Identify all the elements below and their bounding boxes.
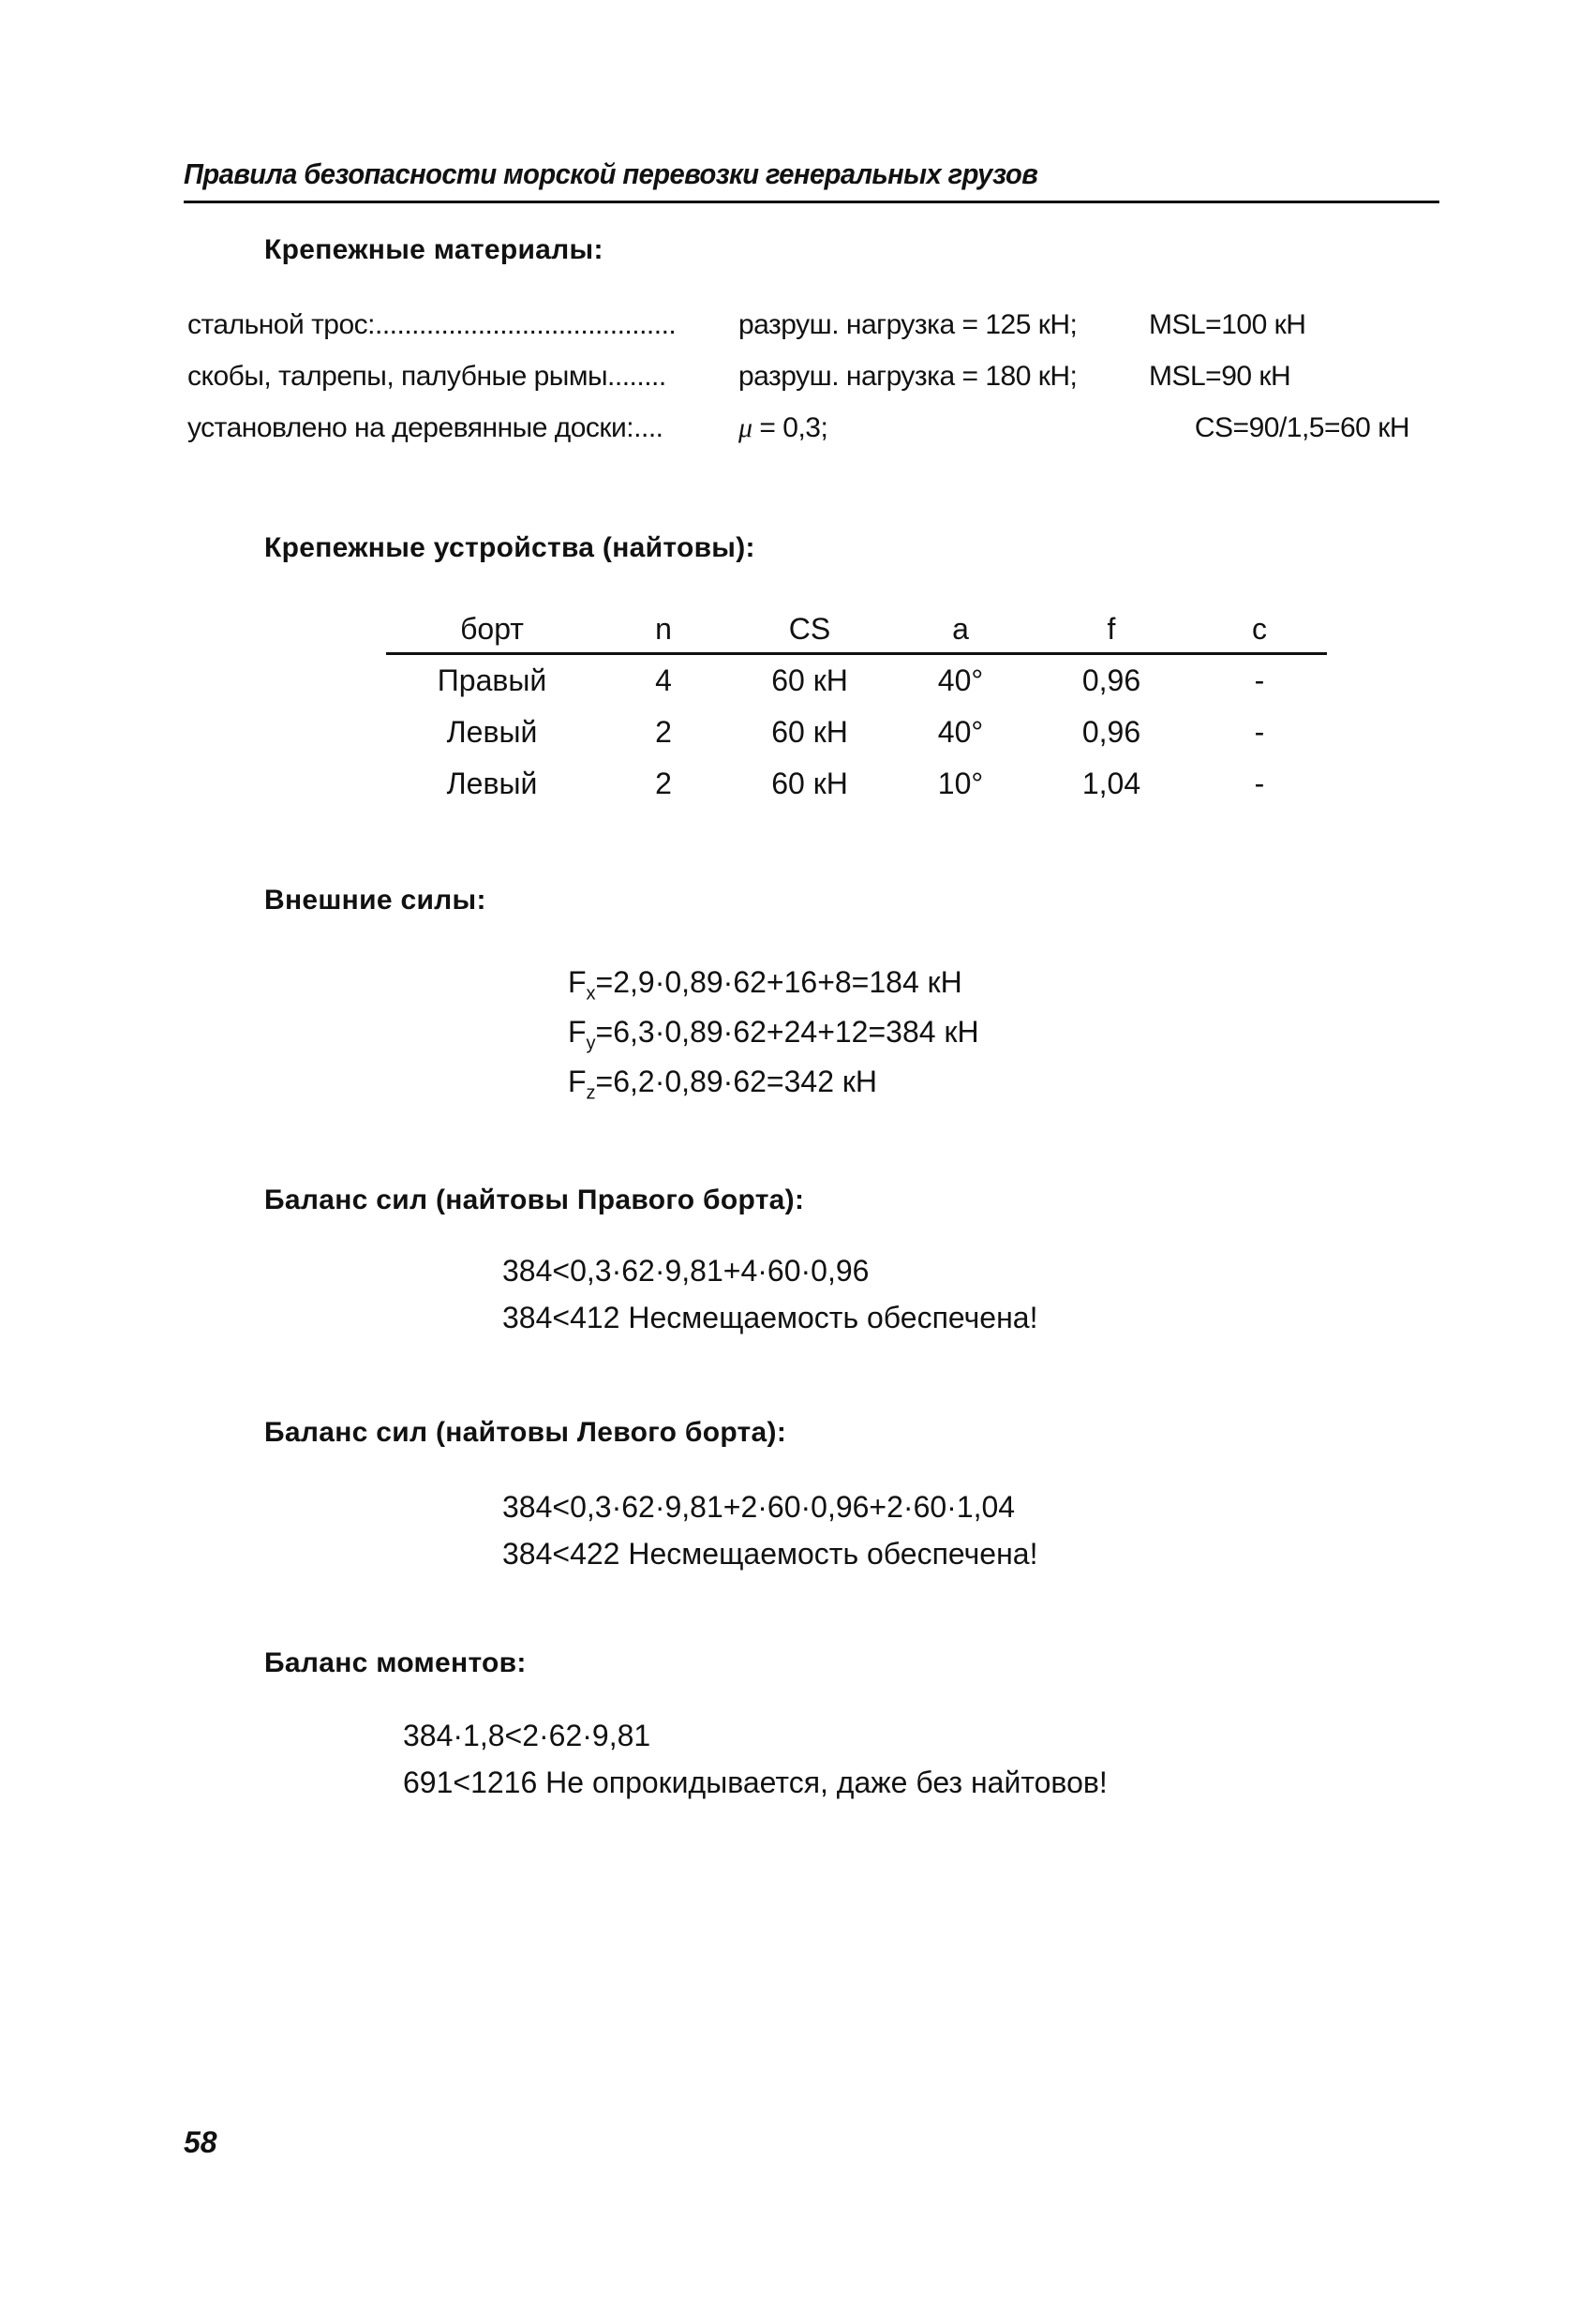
table-cell: Левый (446, 715, 538, 749)
table-row (386, 654, 1327, 708)
balance-left-title: Баланс сил (найтовы Левого борта): (264, 1417, 787, 1448)
calculated-strength: CS=90/1,5=60 кН (1194, 412, 1409, 443)
table-cell: 60 кН (771, 663, 848, 697)
external-forces-title: Внешние силы: (264, 885, 486, 916)
material-msl: MSL=100 кН (1149, 309, 1306, 340)
material-breaking-load: разруш. нагрузка = 125 кН; (738, 309, 1078, 340)
force-fy (568, 1015, 979, 1054)
moments-inequality: 384·1,8<2·62·9,81 (403, 1719, 651, 1752)
table-cell: 40° (937, 715, 984, 749)
column-header: CS (729, 605, 890, 654)
force-symbol: F (568, 1065, 587, 1098)
table-cell: 0,96 (1081, 715, 1141, 749)
column-header: n (598, 605, 729, 654)
materials-title: Крепежные материалы: (264, 234, 603, 265)
table-cell: 60 кН (771, 767, 848, 800)
force-subscript: y (586, 1033, 596, 1054)
table-cell: Левый (446, 767, 538, 800)
table-cell: 40° (937, 663, 984, 697)
column-header: c (1192, 605, 1327, 654)
material-name: скобы, талрепы, палубные рымы........ (187, 361, 666, 392)
column-header: борт (386, 605, 598, 654)
table-cell: Правый (437, 663, 547, 697)
table-cell: 1,04 (1081, 767, 1141, 800)
material-name: стальной трос:......................................... (187, 309, 677, 340)
table-cell: 0,96 (1081, 663, 1141, 697)
material-msl: MSL=90 кН (1149, 361, 1291, 392)
force-fz (568, 1065, 877, 1104)
running-header: Правила безопасности морской перевозки генеральных грузов (184, 157, 1038, 190)
table-cell: 4 (655, 663, 672, 697)
table-cell: 10° (937, 767, 984, 800)
force-expression: =6,3·0,89·62+24+12=384 кН (595, 1015, 979, 1049)
force-subscript: x (586, 983, 596, 1005)
material-name: установлено на деревянные доски:.... (187, 412, 663, 443)
balance-right-inequality: 384<0,3·62·9,81+4·60·0,96 (502, 1254, 870, 1288)
balance-left-result: 384<422 Несмещаемость обеспечена! (502, 1537, 1038, 1571)
table-cell: - (1254, 767, 1265, 800)
balance-left-inequality: 384<0,3·62·9,81+2·60·0,96+2·60·1,04 (502, 1490, 1016, 1524)
material-row-shackles (187, 361, 1443, 398)
force-fx (568, 965, 962, 1005)
table-row (386, 707, 1327, 758)
material-row-steel-wire (187, 309, 1443, 347)
friction-coefficient (738, 412, 827, 444)
force-subscript: z (586, 1082, 596, 1104)
force-symbol: F (568, 965, 587, 999)
table-cell: 2 (655, 715, 672, 749)
table-cell: - (1254, 663, 1265, 697)
column-header: f (1031, 605, 1192, 654)
column-header: a (890, 605, 1031, 654)
force-expression: =2,9·0,89·62+16+8=184 кН (595, 965, 962, 999)
table-cell: 60 кН (771, 715, 848, 749)
material-breaking-load: разруш. нагрузка = 180 кН; (738, 361, 1078, 392)
lashings-table (386, 605, 1327, 810)
force-expression: =6,2·0,89·62=342 кН (595, 1065, 877, 1098)
moments-result: 691<1216 Не опрокидывается, даже без найтовов! (403, 1765, 1108, 1799)
balance-right-result: 384<412 Несмещаемость обеспечена! (502, 1301, 1038, 1334)
header-rule (184, 201, 1439, 203)
moments-title: Баланс моментов: (264, 1647, 527, 1678)
page-number: 58 (184, 2125, 217, 2159)
table-cell: 2 (655, 767, 672, 800)
lashings-title: Крепежные устройства (найтовы): (264, 532, 755, 563)
material-row-wooden-boards (187, 412, 1443, 450)
force-symbol: F (568, 1015, 587, 1049)
mu-symbol: μ (738, 412, 752, 443)
friction-value: = 0,3; (759, 412, 828, 443)
balance-right-title: Баланс сил (найтовы Правого борта): (264, 1184, 805, 1215)
table-cell: - (1254, 715, 1265, 749)
table-header-row (386, 605, 1327, 654)
table-row (386, 758, 1327, 810)
